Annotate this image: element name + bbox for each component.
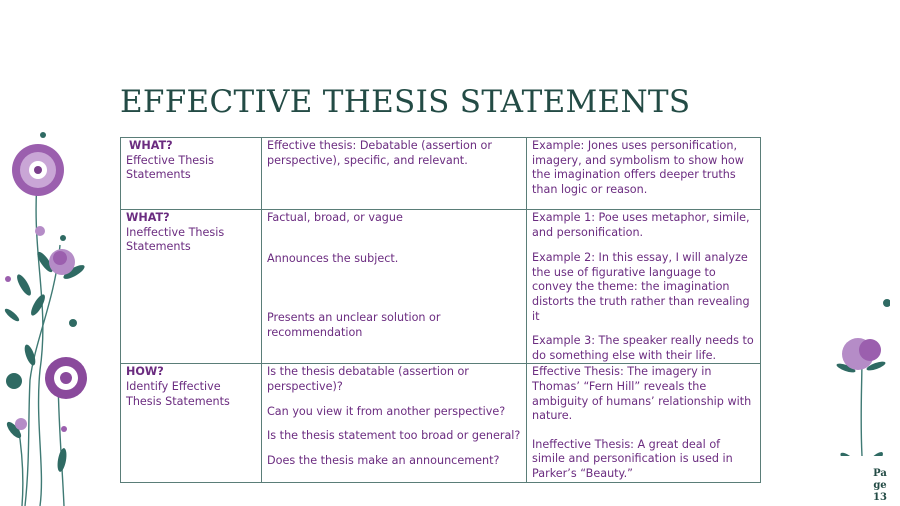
table-cell — [527, 138, 761, 210]
cell-text: Example 2: In this essay, I will analyze the use of figurative language to convey the theme: the imagination distorts the truth rather than revealing it — [532, 251, 750, 323]
table-cell — [121, 210, 262, 364]
cell-text: Can you view it from another perspective? — [267, 404, 506, 418]
leaf-icon — [18, 170, 64, 506]
purple-flower-icon — [45, 357, 87, 399]
slide-title: EFFECTIVE THESIS STATEMENTS — [120, 84, 691, 120]
cell-text: Is the thesis debatable (assertion or perspective)? — [267, 365, 469, 393]
purple-flower-icon — [12, 144, 64, 196]
page-number — [869, 468, 891, 504]
page-number-line: 13 — [873, 492, 887, 503]
cell-text: Effective Thesis: The imagery in Thomas’ “Fern Hill” reveals the ambiguity of humans’ relationship with nature. — [532, 365, 752, 423]
cell-text: Example 3: The speaker really needs to do something else with their life. — [532, 334, 754, 362]
row-sublabel: Identify Effective Thesis Statements — [126, 379, 230, 408]
page-number-line: Pa — [873, 468, 887, 479]
row-sublabel: Effective Thesis Statements — [126, 153, 214, 182]
cell-text: Example 1: Poe uses metaphor, simile, and personification. — [532, 211, 750, 239]
cell-text: Announces the subject. — [267, 251, 399, 265]
leaf-icon — [861, 356, 862, 456]
table-row — [121, 210, 761, 364]
table-cell — [262, 364, 527, 482]
cell-text: Is the thesis statement too broad or general? — [267, 429, 521, 443]
purple-flower-icon — [49, 249, 75, 275]
row-label: WHAT? — [126, 211, 170, 224]
cell-text: Effective thesis: Debatable (assertion or perspective), specific, and relevant. — [267, 139, 492, 167]
left-floral-decoration — [0, 0, 110, 506]
page-number-line: ge — [873, 480, 887, 491]
teal-flower-icon — [883, 299, 890, 307]
cell-text: Factual, broad, or vague — [267, 211, 403, 224]
table-cell — [527, 210, 761, 364]
row-label: HOW? — [126, 365, 164, 379]
row-sublabel: Ineffective Thesis Statements — [126, 225, 225, 254]
cell-text: Does the thesis make an announcement? — [267, 453, 500, 467]
thesis-table — [120, 137, 761, 483]
right-floral-decoration — [830, 296, 890, 456]
table-cell — [527, 364, 761, 482]
table-cell — [262, 138, 527, 210]
cell-text: Example: Jones uses personification, imagery, and symbolism to show how the imagination offers deeper truths than logic or reason. — [532, 139, 744, 196]
table-cell — [121, 364, 262, 482]
cell-text: Presents an unclear solution or recommendation — [267, 311, 441, 339]
table-row — [121, 364, 761, 482]
table-cell — [262, 210, 527, 364]
cell-text: Ineffective Thesis: A great deal of simile and personification is used in Parker’s “Beauty.” — [532, 437, 733, 480]
table-row — [121, 138, 761, 210]
row-label: WHAT? — [129, 139, 173, 152]
table-cell — [121, 138, 262, 210]
